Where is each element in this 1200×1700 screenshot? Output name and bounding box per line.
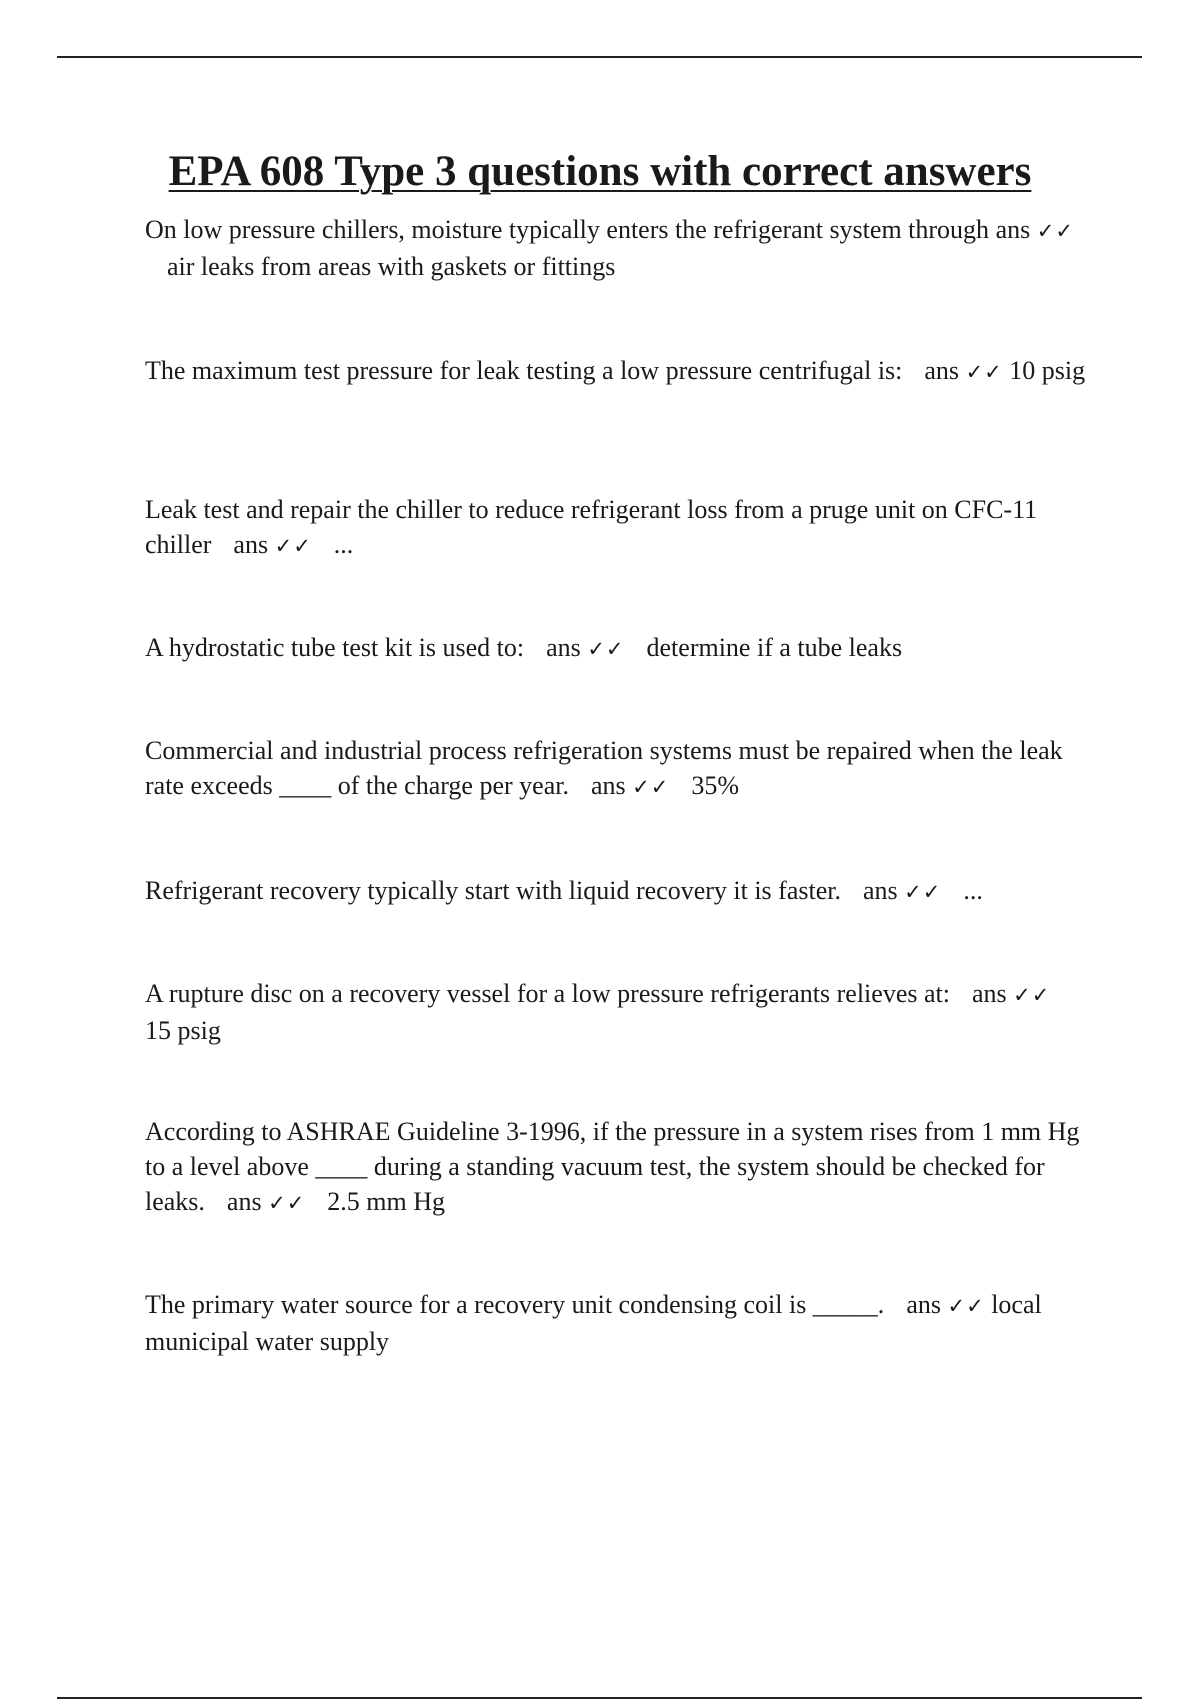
qa-item-7 xyxy=(145,976,1090,1048)
double-check-icon: ✓✓ xyxy=(1036,219,1074,243)
answer-text: 35% xyxy=(691,771,740,800)
question-text: A rupture disc on a recovery vessel for a low pressure refrigerants relieves at: xyxy=(145,979,950,1008)
answer-text: 10 psig xyxy=(1009,356,1086,385)
bottom-rule xyxy=(57,1697,1142,1699)
answer-marker: ans xyxy=(546,633,581,662)
question-text: The primary water source for a recovery unit condensing coil is _____. xyxy=(145,1290,885,1319)
answer-marker: ans xyxy=(590,771,626,800)
qa-item-3 xyxy=(145,492,1090,564)
answer-text: air leaks from areas with gaskets or fittings xyxy=(167,252,616,281)
answer-text: ... xyxy=(963,876,983,905)
answer-text: determine if a tube leaks xyxy=(646,633,903,662)
answer-text: 2.5 mm Hg xyxy=(327,1187,446,1216)
qa-item-4 xyxy=(145,630,1090,667)
question-text: Refrigerant recovery typically start with liquid recovery it is faster. xyxy=(145,876,841,905)
qa-item-5 xyxy=(145,733,1090,805)
double-check-icon: ✓✓ xyxy=(632,775,670,799)
top-rule xyxy=(57,56,1142,58)
question-text: According to ASHRAE Guideline 3-1996, if the pressure in a system rises from 1 mm Hg to a level above ____ during a standing vacuum test, the system should be checked for leaks. xyxy=(145,1117,1080,1216)
double-check-icon: ✓✓ xyxy=(904,880,942,904)
question-text: The maximum test pressure for leak testing a low pressure centrifugal is: xyxy=(145,356,903,385)
double-check-icon: ✓✓ xyxy=(1013,983,1051,1007)
qa-item-8 xyxy=(145,1114,1090,1221)
double-check-icon: ✓✓ xyxy=(947,1294,985,1318)
qa-item-1 xyxy=(145,212,1090,284)
answer-marker: ans xyxy=(233,530,269,559)
document-title: EPA 608 Type 3 questions with correct answers xyxy=(168,148,1032,195)
answer-text: ... xyxy=(333,530,354,559)
answer-text: 15 psig xyxy=(145,1016,221,1045)
question-text: Leak test and repair the chiller to reduce refrigerant loss from a pruge unit on CFC-11 chiller xyxy=(145,495,1038,559)
double-check-icon: ✓✓ xyxy=(965,360,1003,384)
double-check-icon: ✓✓ xyxy=(274,534,312,558)
qa-item-6 xyxy=(145,873,1090,910)
qa-item-2 xyxy=(145,353,1090,390)
answer-marker: ans xyxy=(971,979,1007,1008)
answer-text: local municipal water supply xyxy=(145,1290,1042,1356)
double-check-icon: ✓✓ xyxy=(587,637,625,661)
answer-marker: ans xyxy=(862,876,898,905)
question-text: A hydrostatic tube test kit is used to: xyxy=(145,633,525,662)
answer-marker: ans xyxy=(226,1187,262,1216)
question-text: On low pressure chillers, moisture typically enters the refrigerant system through xyxy=(145,215,990,244)
answer-marker: ans xyxy=(906,1290,941,1319)
answer-marker: ans xyxy=(924,356,960,385)
qa-item-9 xyxy=(145,1287,1090,1359)
answer-marker: ans xyxy=(995,215,1031,244)
question-text: Commercial and industrial process refrigeration systems must be repaired when the leak rate exceeds ____ of the charge per year. xyxy=(145,736,1063,800)
double-check-icon: ✓✓ xyxy=(268,1191,306,1215)
